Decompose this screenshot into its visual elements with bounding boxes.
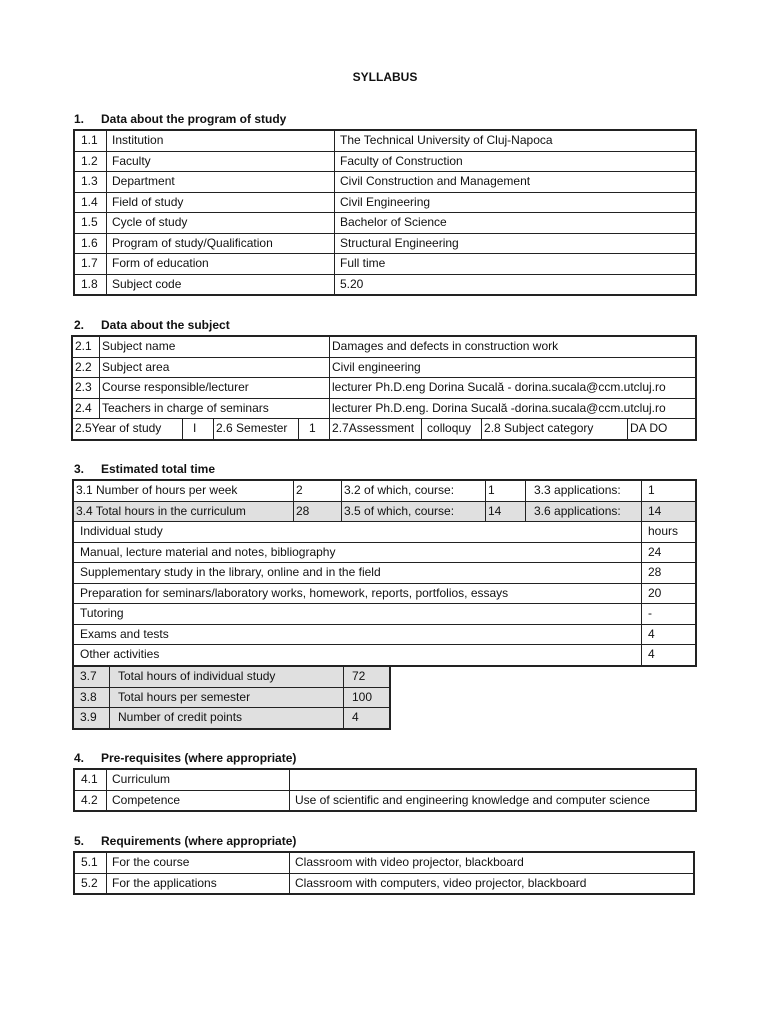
row-label: Course responsible/lecturer [100, 378, 330, 399]
table-row [75, 233, 696, 254]
row-value: Classroom with video projector, blackboard [290, 853, 694, 874]
row-value: Structural Engineering [335, 233, 696, 254]
row-number: 1.5 [75, 213, 107, 234]
assessment-label: 2.7Assessment [330, 419, 422, 440]
year-of-study-value: I [183, 419, 214, 440]
row-value: Damages and defects in construction work [330, 337, 696, 358]
row-label: Subject code [107, 274, 335, 295]
row-number: 4.1 [75, 770, 107, 791]
study-value: hours [642, 522, 696, 543]
applications-value: 1 [642, 481, 696, 502]
table-row [75, 254, 696, 275]
table-row [75, 873, 694, 894]
row-number: 2.3 [73, 378, 100, 399]
course-value: 14 [486, 501, 526, 522]
table-row [75, 790, 696, 811]
row-number: 2.4 [73, 398, 100, 419]
table-row [74, 542, 696, 563]
row-number: 1.7 [75, 254, 107, 275]
section-number: 2. [74, 318, 85, 332]
row-value: Bachelor of Science [335, 213, 696, 234]
row-label: For the applications [107, 873, 290, 894]
row-value: 72 [344, 667, 390, 688]
study-label: Preparation for seminars/laboratory works, homework, reports, portfolios, essays [74, 583, 642, 604]
table-row [74, 522, 696, 543]
study-label: Other activities [74, 645, 642, 666]
row-label: Cycle of study [107, 213, 335, 234]
course-label: 3.5 of which, course: [342, 501, 486, 522]
table-row [74, 624, 696, 645]
row-label: Subject name [100, 337, 330, 358]
row-label: Program of study/Qualification [107, 233, 335, 254]
table-row [75, 770, 696, 791]
section-3-heading [74, 462, 215, 476]
table-row [74, 501, 696, 522]
study-label: Exams and tests [74, 624, 642, 645]
section-title: Data about the program of study [101, 112, 287, 126]
semester-label: 2.6 Semester [214, 419, 299, 440]
study-value: 20 [642, 583, 696, 604]
assessment-value: colloquy [422, 419, 482, 440]
section-number: 3. [74, 462, 85, 476]
subject-table [72, 336, 696, 440]
study-value: 4 [642, 645, 696, 666]
section-title: Data about the subject [101, 318, 230, 332]
row-value: Full time [335, 254, 696, 275]
table-row [75, 172, 696, 193]
row-number: 1.1 [75, 131, 107, 152]
section-title: Pre-requisites (where appropriate) [101, 751, 297, 765]
section-2-heading [74, 318, 230, 332]
row-number: 1.8 [75, 274, 107, 295]
row-label: Curriculum [107, 770, 290, 791]
row-value: Civil Engineering [335, 192, 696, 213]
row-number: 2.2 [73, 357, 100, 378]
study-value: 4 [642, 624, 696, 645]
section-title: Estimated total time [101, 462, 216, 476]
row-label: Form of education [107, 254, 335, 275]
table-row [74, 481, 696, 502]
requirements-table [74, 852, 694, 894]
table-row [73, 357, 696, 378]
table-row [74, 667, 390, 688]
time-table [73, 480, 696, 666]
study-label: Individual study [74, 522, 642, 543]
section-number: 4. [74, 751, 85, 765]
table-row [75, 853, 694, 874]
row-value: Civil engineering [330, 357, 696, 378]
row-value: 4 [344, 708, 390, 729]
course-label: 3.2 of which, course: [342, 481, 486, 502]
study-value: 24 [642, 542, 696, 563]
row-value: Use of scientific and engineering knowledge and computer science [290, 790, 696, 811]
program-table [74, 130, 696, 295]
year-of-study-label: 2.5Year of study [73, 419, 183, 440]
table-row [73, 419, 696, 440]
row-label: Total hours of individual study [110, 667, 344, 688]
study-label: Tutoring [74, 604, 642, 625]
table-row [74, 687, 390, 708]
row-number: 1.4 [75, 192, 107, 213]
row-number: 1.3 [75, 172, 107, 193]
section-5-heading [74, 834, 296, 848]
row-number: 1.2 [75, 151, 107, 172]
table-row [75, 131, 696, 152]
table-row [75, 213, 696, 234]
total-hours-value: 28 [294, 501, 342, 522]
semester-value: 1 [299, 419, 330, 440]
hours-per-week-value: 2 [294, 481, 342, 502]
row-value: Classroom with computers, video projector, blackboard [290, 873, 694, 894]
row-value: 100 [344, 687, 390, 708]
row-label: Teachers in charge of seminars [100, 398, 330, 419]
row-number: 1.6 [75, 233, 107, 254]
course-value: 1 [486, 481, 526, 502]
row-number: 3.8 [74, 687, 110, 708]
row-label: For the course [107, 853, 290, 874]
row-label: Subject area [100, 357, 330, 378]
page-title: SYLLABUS [352, 70, 418, 84]
table-row [73, 337, 696, 358]
row-value: Faculty of Construction [335, 151, 696, 172]
study-label: Manual, lecture material and notes, bibliography [74, 542, 642, 563]
row-number: 4.2 [75, 790, 107, 811]
table-row [75, 151, 696, 172]
row-value: 5.20 [335, 274, 696, 295]
row-label: Total hours per semester [110, 687, 344, 708]
row-value: lecturer Ph.D.eng. Dorina Sucală -dorina.sucala@ccm.utcluj.ro [330, 398, 696, 419]
row-value [290, 770, 696, 791]
row-label: Competence [107, 790, 290, 811]
row-label: Department [107, 172, 335, 193]
subject-category-label: 2.8 Subject category [482, 419, 628, 440]
subject-category-value: DA DO [628, 419, 696, 440]
prerequisites-table [74, 769, 696, 811]
row-number: 5.2 [75, 873, 107, 894]
row-label: Faculty [107, 151, 335, 172]
section-number: 5. [74, 834, 85, 848]
applications-value: 14 [642, 501, 696, 522]
row-number: 5.1 [75, 853, 107, 874]
row-number: 3.9 [74, 708, 110, 729]
applications-label: 3.6 applications: [526, 501, 642, 522]
section-title: Requirements (where appropriate) [101, 834, 297, 848]
study-value: 28 [642, 563, 696, 584]
section-4-heading [74, 751, 296, 765]
row-number: 2.1 [73, 337, 100, 358]
table-row [74, 583, 696, 604]
hours-per-week-label: 3.1 Number of hours per week [74, 481, 294, 502]
table-row [74, 563, 696, 584]
table-row [73, 378, 696, 399]
section-number: 1. [74, 112, 85, 126]
study-label: Supplementary study in the library, online and in the field [74, 563, 642, 584]
row-label: Field of study [107, 192, 335, 213]
table-row [74, 645, 696, 666]
totals-table [73, 666, 390, 729]
table-row [75, 274, 696, 295]
table-row [74, 708, 390, 729]
row-value: lecturer Ph.D.eng Dorina Sucală - dorina.sucala@ccm.utcluj.ro [330, 378, 696, 399]
table-row [75, 192, 696, 213]
table-row [73, 398, 696, 419]
applications-label: 3.3 applications: [526, 481, 642, 502]
row-label: Number of credit points [110, 708, 344, 729]
section-1-heading [74, 112, 286, 126]
table-row [74, 604, 696, 625]
study-value: - [642, 604, 696, 625]
row-number: 3.7 [74, 667, 110, 688]
row-label: Institution [107, 131, 335, 152]
total-hours-label: 3.4 Total hours in the curriculum [74, 501, 294, 522]
row-value: Civil Construction and Management [335, 172, 696, 193]
row-value: The Technical University of Cluj-Napoca [335, 131, 696, 152]
